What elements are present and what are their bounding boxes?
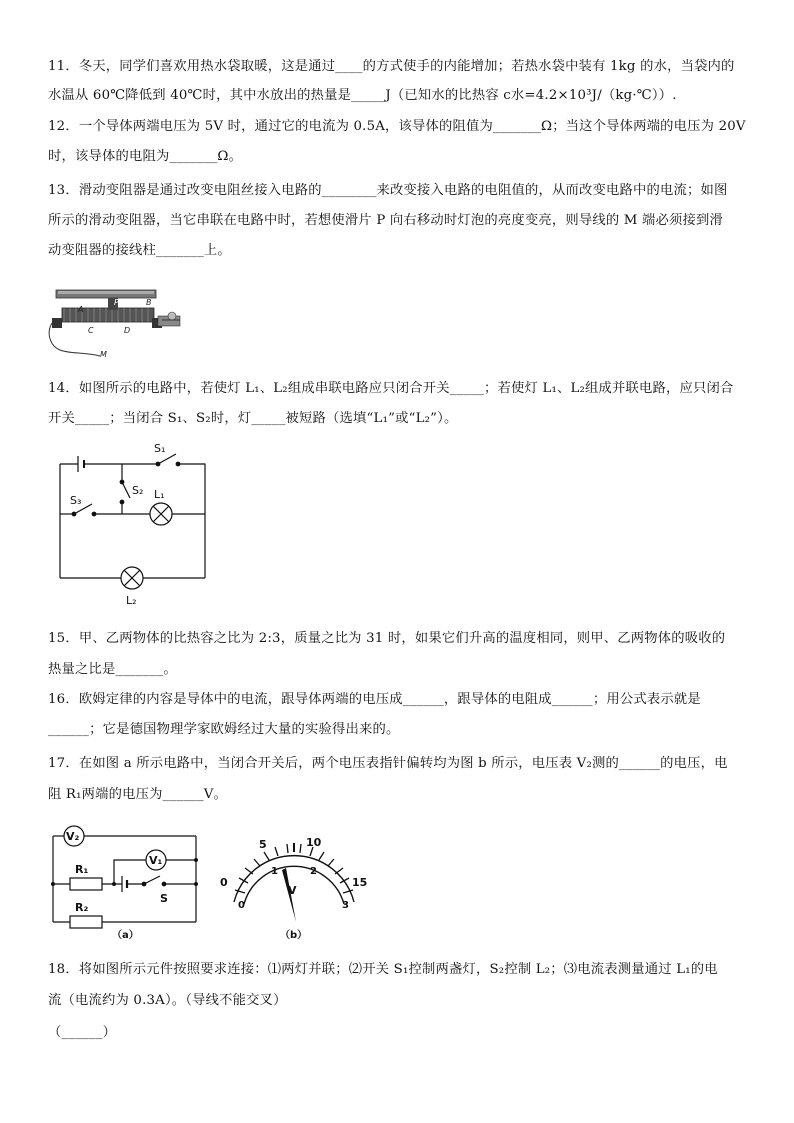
label-s1: S₁ (154, 442, 166, 455)
q18-line-2: 流（电流约为 0.3A）。（导线不能交叉） (48, 993, 287, 1008)
q12-line-2: 时，该导体的电阻为_______Ω。 (48, 149, 243, 164)
q11-line-2: 水温从 60℃降低到 40℃时，其中水放出的热量是_____J（已知水的比热容 c水=4.2×10³J/（kg·℃））. (48, 88, 677, 103)
rheostat-label-p: P (114, 298, 119, 307)
q18-line-1: 18．将如图所示元件按照要求连接：⑴两灯并联；⑵开关 S₁控制两盏灯，S₂控制 L₂；⑶电流表测量通过 L₁的电 (48, 962, 718, 977)
q14-line-1: 14．如图所示的电路中，若使灯 L₁、L₂组成串联电路应只闭合开关_____；若使灯 L₁、L₂组成并联电路，应只闭合 (48, 381, 734, 396)
q15-line-1: 15．甲、乙两物体的比热容之比为 2:3，质量之比为 31 时，如果它们升高的温度相同，则甲、乙两物体的吸收的 (48, 631, 726, 646)
label-v2: V₂ (66, 830, 80, 843)
q17-line-2: 阻 R₁两端的电压为______V。 (48, 787, 228, 802)
dial-bottom-tick-3: 3 (342, 900, 349, 911)
dial-bottom-tick-2: 2 (310, 866, 317, 877)
q11-line-1: 11．冬天，同学们喜欢用热水袋取暖，这是通过____的方式使手的内能增加；若热水袋中装有 1kg 的水，当袋内的 (48, 59, 735, 74)
dial-top-tick-15: 15 (352, 876, 368, 889)
q16-line-1: 16．欧姆定律的内容是导体中的电流，跟导体两端的电压成______，跟导体的电阻成______；用公式表示就是 (48, 692, 701, 707)
dial-bottom-tick-0: 0 (238, 900, 245, 911)
q16-line-2: ______；它是德国物理学家欧姆经过大量的实验得出来的。 (48, 722, 400, 737)
rheostat-label-c: C (88, 326, 94, 335)
circuit-figure-q17a (48, 822, 208, 942)
q12-line-1: 12．一个导体两端电压为 5V 时，通过它的电流为 0.5A，该导体的阻值为_______Ω；当这个导体两端的电压为 20V (48, 119, 746, 134)
circuit-figure-q14 (50, 440, 215, 610)
rheostat-label-m: M (100, 350, 107, 359)
q15-line-2: 热量之比是_______。 (48, 662, 177, 677)
label-r1: R₁ (75, 863, 89, 876)
label-l1: L₁ (154, 488, 165, 501)
dial-top-tick-5: 5 (259, 838, 267, 851)
caption-b: （b） (280, 930, 308, 941)
q13-line-2: 所示的滑动变阻器，当它串联在电路中时，若想使滑片 P 向右移动时灯泡的亮度变亮，则导线的 M 端必须接到滑 (48, 213, 724, 228)
label-s: S (160, 892, 168, 905)
dial-top-tick-0: 0 (220, 876, 228, 889)
q18-answer-blank: （______） (48, 1025, 117, 1040)
q13-line-1: 13．滑动变阻器是通过改变电阻丝接入电路的________来改变接入电路的电阻值的，从而改变电路中的电流；如图 (48, 183, 728, 198)
caption-a: （a） (112, 930, 139, 941)
label-r2: R₂ (75, 901, 89, 914)
rheostat-label-b: B (146, 298, 152, 307)
rheostat-label-d: D (124, 326, 131, 335)
q14-line-2: 开关_____；当闭合 S₁、S₂时，灯_____被短路（选填“L₁”或“L₂”）。 (48, 411, 458, 426)
label-v1: V₁ (149, 854, 163, 867)
voltmeter-dial-figure (214, 830, 374, 942)
q13-line-3: 动变阻器的接线柱_______上。 (48, 243, 231, 258)
q17-line-1: 17．在如图 a 所示电路中，当闭合开关后，两个电压表指针偏转均为图 b 所示，电压表 V₂测的______的电压，电 (48, 756, 728, 771)
dial-bottom-tick-1: 1 (271, 866, 278, 877)
dial-unit: V (288, 884, 297, 897)
dial-top-tick-10: 10 (306, 836, 322, 849)
label-s2: S₂ (132, 484, 144, 497)
label-l2: L₂ (126, 594, 137, 607)
label-s3: S₃ (70, 494, 82, 507)
rheostat-figure (48, 278, 183, 360)
rheostat-label-a: A (78, 305, 84, 314)
